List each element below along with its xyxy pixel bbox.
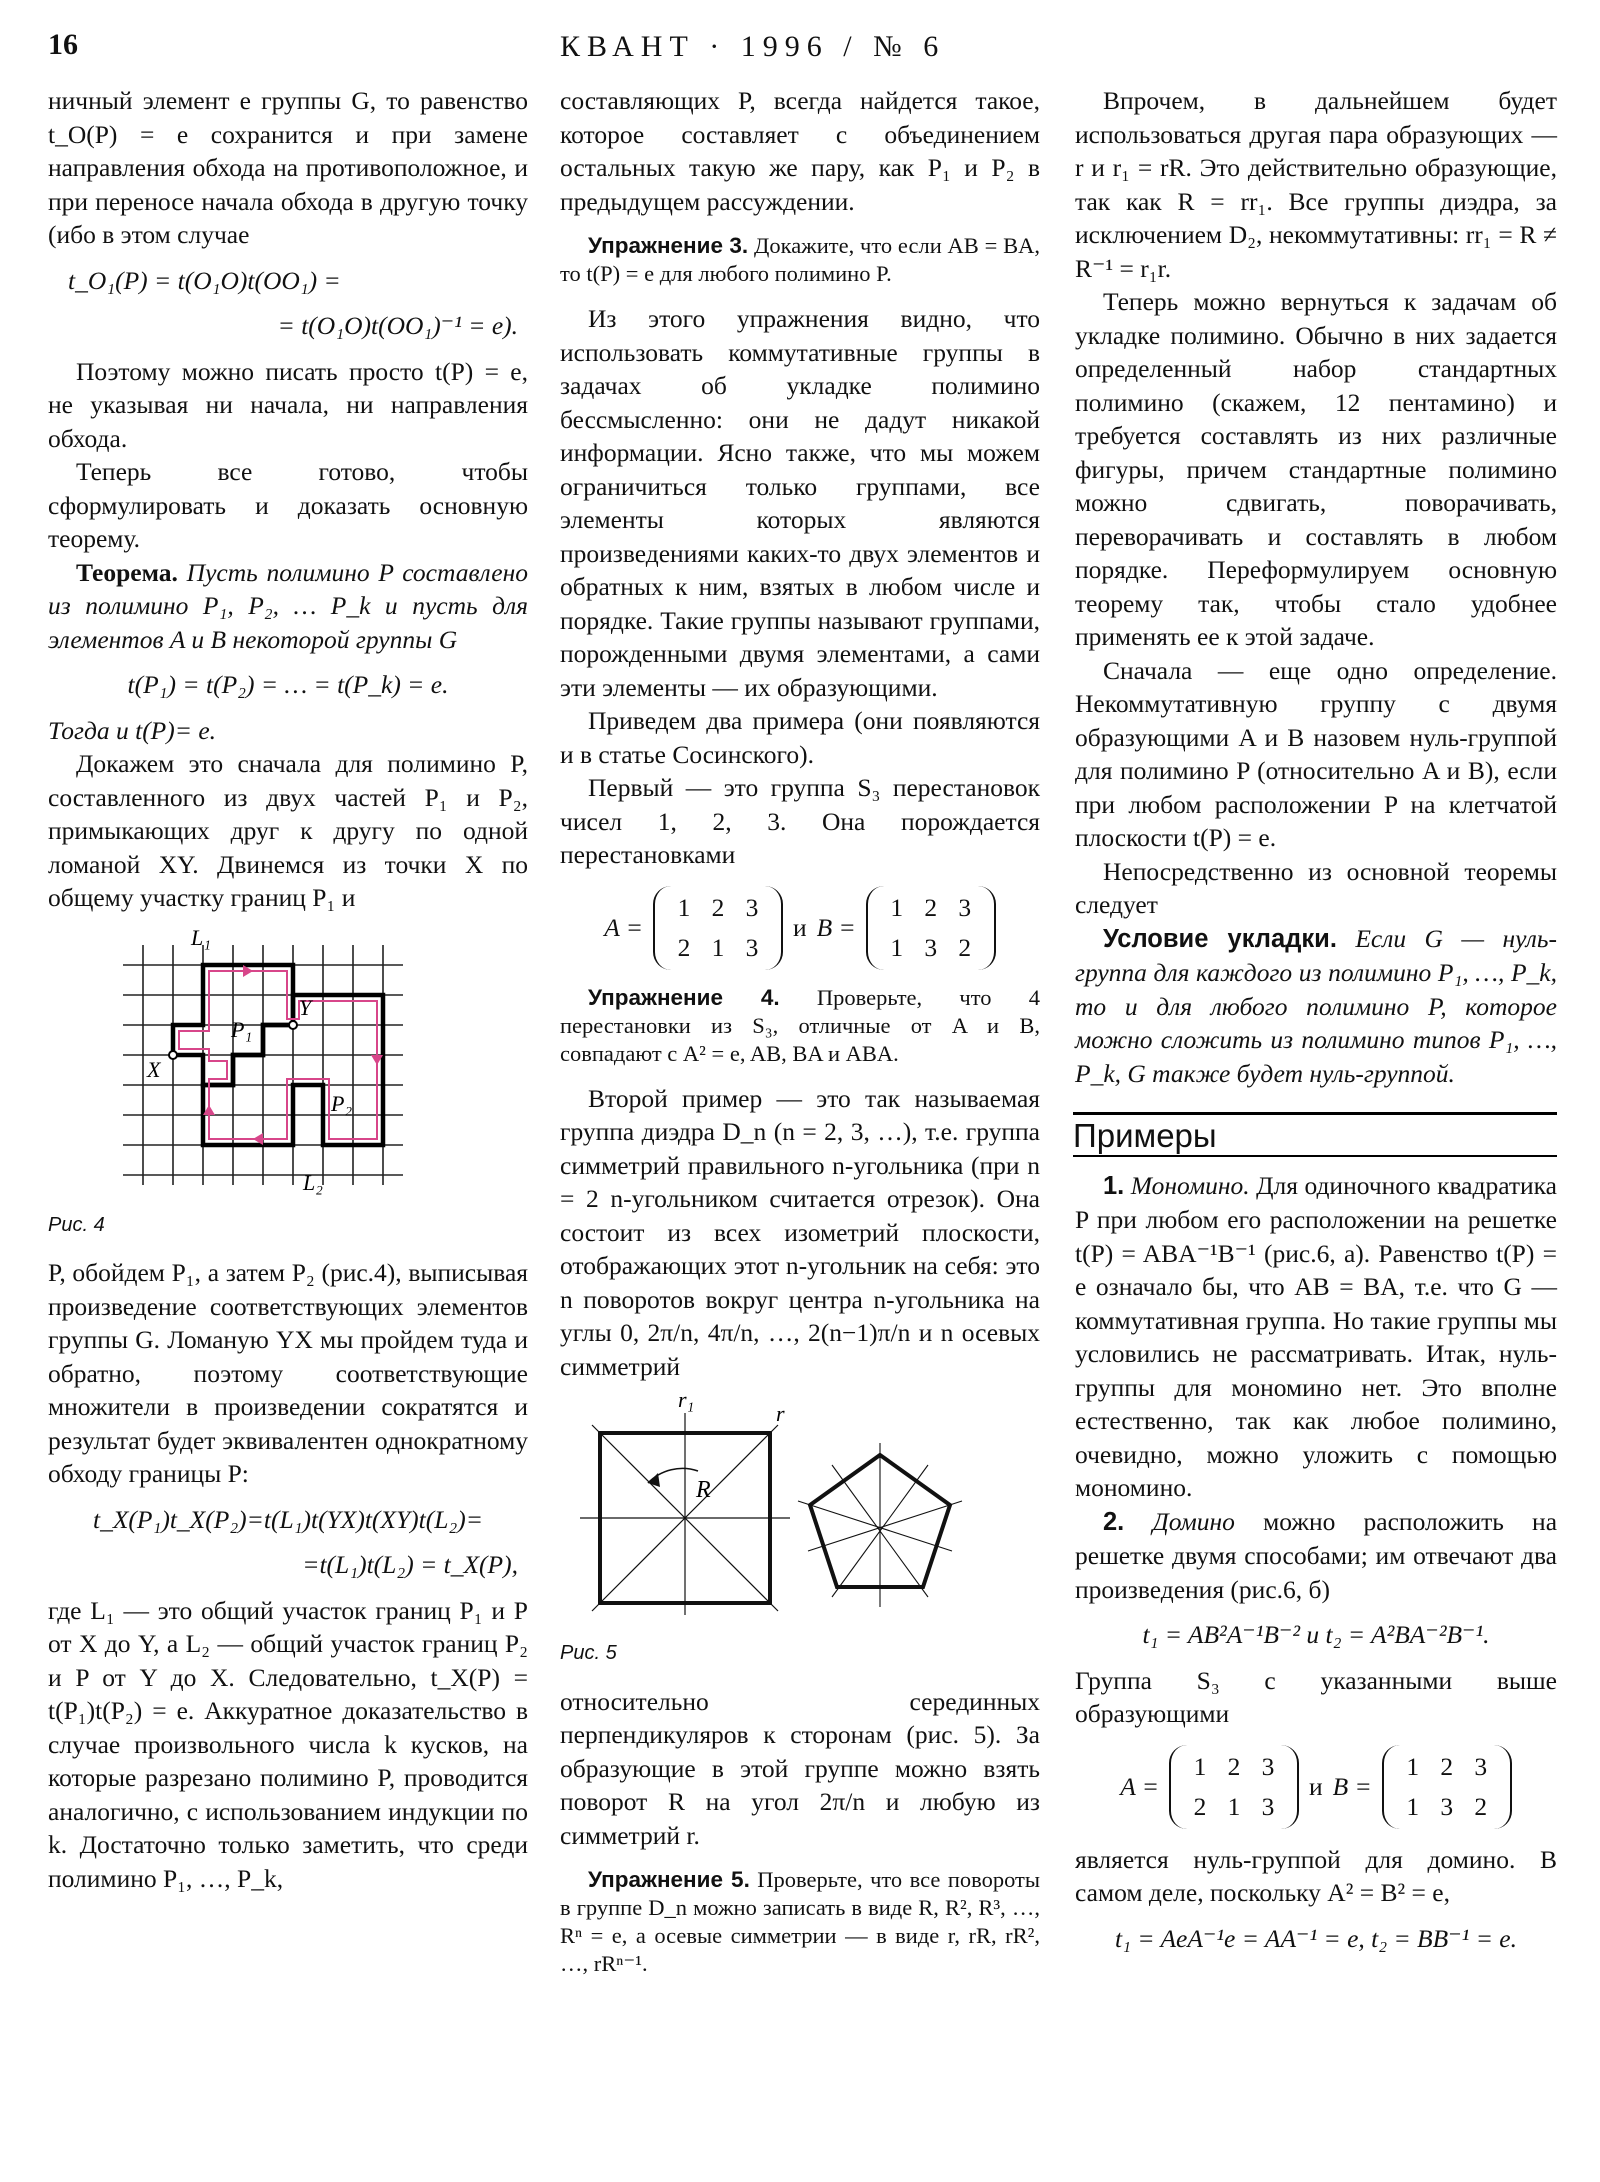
figure-caption: Рис. 5 (560, 1642, 617, 1664)
exercise-5: Упражнение 5. Проверьте, что все повороты в группе D_n можно записать в виде R, R², R³, …, Rⁿ = e, а осевые симметрии — в виде r, rR, rR², …, rRⁿ⁻¹. (560, 1867, 1040, 1976)
formula: =t(L₁)t(L₂) = t_X(P), (302, 1550, 518, 1579)
matrix-B: 1 2 3 1 3 2 (866, 886, 996, 970)
matrix-A-label: A = (1120, 1771, 1159, 1801)
theorem-text: Пусть полимино P составлено из полимино P₁, P₂, … P_k и пусть для элементов A и B некоторой группы G (48, 557, 528, 654)
paragraph: Впрочем, в дальнейшем будет использоваться другая пара образующих — r и r₁ = rR. Это действительно образующие, так как R = rr₁. Все группы диэдра, за исключением D₂, некоммутативны: rr₁ = R ≠ R⁻¹ = r₁r. (1075, 86, 1557, 283)
label-P2: P₂ (331, 1090, 353, 1116)
permutation-matrices (560, 886, 1040, 970)
permutation-matrices (1075, 1745, 1557, 1829)
paragraph: Докажем это сначала для полимино P, составленного из двух частей P₁ и P₂, примыкающих друг к другу по одной ломаной XY. Двинемся из точки X по общему участку границ P₁ и (48, 749, 528, 912)
column-3 (1075, 84, 1557, 1967)
figure-4-polyomino-grid (103, 925, 473, 1205)
formula: t_O₁(P) = t(O₁O)t(OO₁) = (68, 265, 341, 295)
theorem-conclusion: Тогда и t(P)= e. (48, 715, 217, 745)
label-L1: L₁ (191, 924, 211, 950)
matrix-B-label: B = (1332, 1771, 1372, 1801)
example-2: 2. Домино можно расположить на решетке двумя способами; им отвечают два произведения (рис.6, б) (1075, 1506, 1558, 1604)
label-R: R (696, 1477, 711, 1503)
formula: t₁ = AB²A⁻¹B⁻² и t₂ = A²BA⁻²B⁻¹. (1142, 1620, 1490, 1649)
label-r1: r₁ (678, 1393, 695, 1412)
paragraph: Теперь можно вернуться к задачам об укладке полимино. Обычно в них задается определенный набор стандартных полимино (скажем, 12 пентамино) и требуется составлять из них различные фигуры, причем стандартные полимино можно сдвигать, поворачивать, переворачивать и составлять в любом порядке. Переформулируем основную теорему так, чтобы стало удобнее применять ее к этой задаче. (1075, 287, 1557, 651)
label-X: X (147, 1056, 161, 1082)
paragraph: Из этого упражнения видно, что использовать коммутативные группы в задачах об укладке полимино бессмысленно: они не дадут никакой информации. Ясно также, что мы можем ограничиться только группами, все элементы которых являются произведениями каких-то двух элементов и обратных к ним, взятых в любом числе и порядке. Такие группы называют группами, порожденными двумя элементами, а сами эти элементы — их образующими. (560, 304, 1040, 702)
exercise-3: Упражнение 3. Докажите, что если AB = BA, то t(P) = e для любого полимино P. (560, 233, 1040, 286)
label-Y: Y (299, 994, 312, 1020)
formula: t₁ = AeA⁻¹e = AA⁻¹ = e, t₂ = BB⁻¹ = e. (1115, 1923, 1517, 1953)
formula: t(P₁) = t(P₂) = … = t(P_k) = e. (127, 670, 449, 699)
journal-title: КВАНТ · 1996 / № 6 (560, 30, 946, 63)
paragraph: является нуль-группой для домино. В самом деле, поскольку A² = B² = e, (1075, 1844, 1557, 1907)
label-L2: L₂ (303, 1169, 323, 1195)
and-text: и (1308, 1771, 1323, 1801)
column-2 (560, 84, 1040, 1992)
paragraph: ничный элемент e группы G, то равенство t_O(P) = e сохранится и при замене направления обхода на противоположное, и при переносе начала обхода в другую точку (ибо в этом случае (48, 86, 528, 249)
paragraph: относительно серединных перпендикуляров к сторонам (рис. 5). За образующие в этой группе можно взять поворот R на угол 2π/n и любую из симметрий r. (560, 1686, 1040, 1850)
matrix-B-label: B = (816, 912, 856, 942)
theorem (48, 556, 528, 657)
paragraph: где L₁ — это общий участок границ P₁ и P от X до Y, а L₂ — общий участок границ P₂ и P от Y до X. Следовательно, t_X(P) = t(P₁)t(P₂) = e. Аккуратное доказательство в случае произвольного числа k кусков, на которые разрезано полимино P, проводится аналогично, с использованием индукции по k. Достаточно только заметить, что среди полимино P₁, …, P_k, (48, 1595, 528, 1893)
paragraph: Теперь все готово, чтобы сформулировать и доказать основную теорему. (48, 457, 528, 553)
page-number: 16 (48, 28, 78, 61)
formula: = t(O₁O)t(OO₁)⁻¹ = e). (277, 311, 518, 340)
paragraph: Первый — это группа S₃ перестановок чисел 1, 2, 3. Она порождается перестановками (560, 773, 1040, 869)
column-1 (48, 84, 528, 1895)
paragraph: составляющих P, всегда найдется такое, которое составляет с объединением остальных такую же пару, как P₁ и P₂ в предыдущем рассуждении. (560, 86, 1040, 216)
label-P1: P₁ (231, 1016, 253, 1042)
example-1: 1. Мономино. Для одиночного квадратика P при любом его расположении на решетке t(P) = ABA⁻¹B⁻¹ (рис.6, а). Равенство t(P) = e означало бы, что AB = BA, т.е. что G — коммутативная группа. Но такие группы мы условились не рассматривать. Итак, нуль-группы для мономино нет. Это вполне естественно, так как любое полимино, очевидно, можно уложить с помощью мономино. (1075, 1170, 1557, 1502)
section-heading: Примеры (1073, 1112, 1557, 1157)
paragraph: Поэтому можно писать просто t(P) = e, не указывая ни начала, ни направления обхода. (48, 356, 528, 453)
paragraph: Группа S₃ с указанными выше образующими (1075, 1665, 1557, 1728)
formula: t_X(P₁)t_X(P₂)=t(L₁)t(YX)t(XY)t(L₂)= (93, 1504, 483, 1534)
paragraph: Приведем два примера (они появляются и в статье Сосинского). (560, 706, 1040, 769)
page-header (0, 28, 1600, 68)
label-r: r (776, 1401, 785, 1426)
matrix-B: 1 2 3 1 3 2 (1382, 1745, 1512, 1829)
and-text: и (792, 912, 807, 942)
paragraph: P, обойдем P₁, а затем P₂ (рис.4), выписывая произведение соответствующих элементов группы G. Ломаную YX мы пройдем туда и обратно, поэтому соответствующие множители в произведении сократятся и результат будет эквивалентен однократному обходу границы P: (48, 1258, 528, 1488)
paragraph: Непосредственно из основной теоремы следует (1075, 856, 1557, 919)
paragraph: Сначала — еще одно определение. Некоммутативную группу с двумя образующими A и B назовем нуль-группой для полимино P (относительно A и B), если при любом расположении P на клетчатой плоскости t(P) = e. (1075, 655, 1557, 852)
figure-5-symmetry-diagram (580, 1393, 1020, 1633)
figure-caption: Рис. 4 (48, 1213, 105, 1236)
theorem-label: Теорема. (76, 557, 178, 587)
packing-condition: Условие укладки. Если G — нуль-группа для каждого из полимино P₁, …, P_k, то и для любого полимино P, которое можно сложить из полимино типов P₁, …, P_k, G также будет нуль-группой. (1075, 923, 1557, 1088)
matrix-A-label: A = (604, 912, 643, 942)
matrix-A: 1 2 3 2 1 3 (1169, 1745, 1299, 1829)
paragraph: Второй пример — это так называемая группа диэдра D_n (n = 2, 3, …), т.е. группа симметрий правильного n-угольника (при n = 2 n-угольником считается отрезок). Она состоит из всех изометрий плоскости, отображающих этот n-угольник на себя: это n поворотов вокруг центра n-угольника на углы 0, 2π/n, 4π/n, …, 2(n−1)π/n и n осевых симметрий (560, 1083, 1040, 1381)
matrix-A: 1 2 3 2 1 3 (653, 886, 783, 970)
exercise-4: Упражнение 4. Проверьте, что 4 перестановки из S₃, отличные от A и B, совпадают с A² = e, AB, BA и ABA. (560, 984, 1040, 1066)
